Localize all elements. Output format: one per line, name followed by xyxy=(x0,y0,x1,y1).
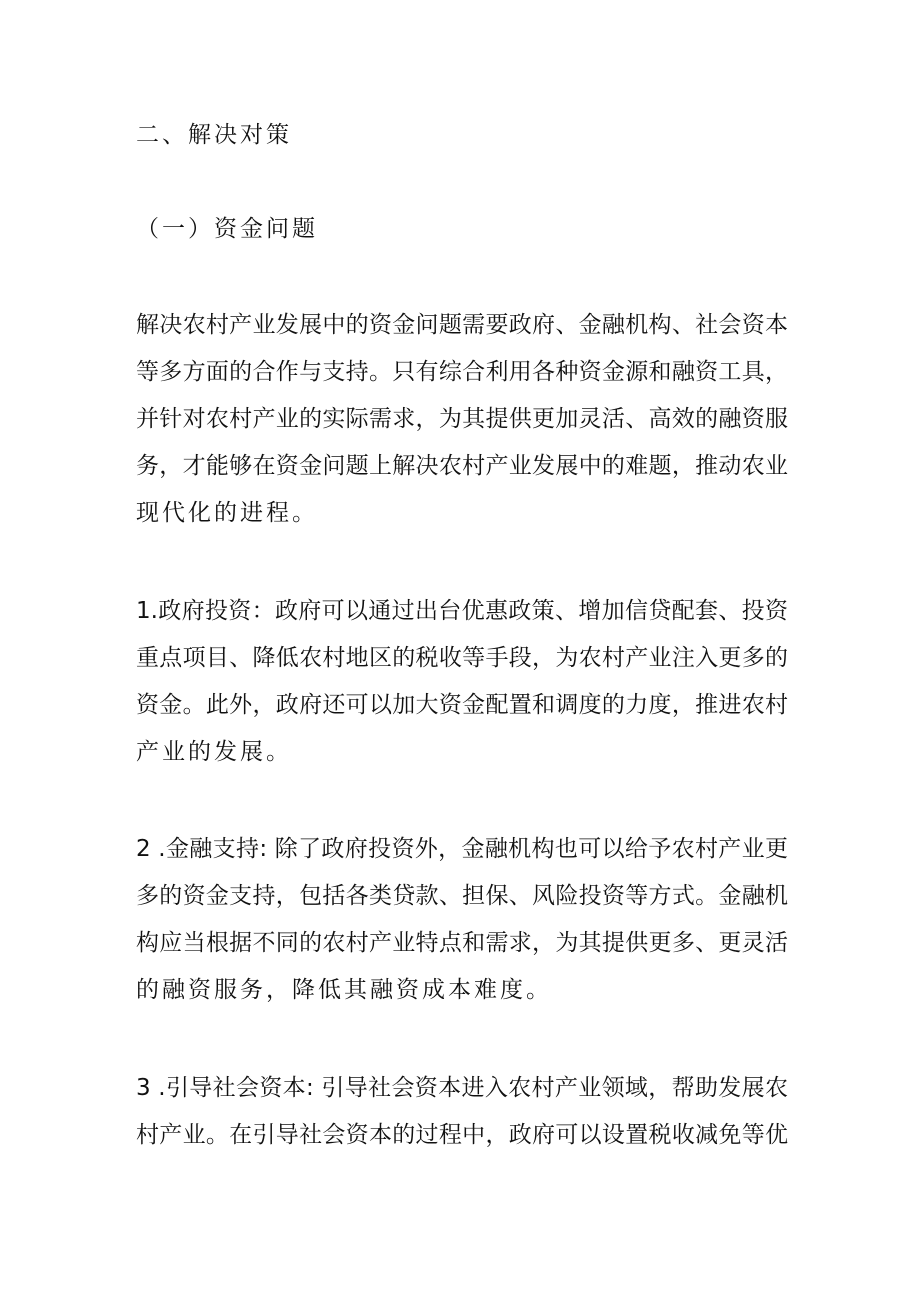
paragraph-line: 务，才能够在资金问题上解决农村产业发展中的难题，推动农业 xyxy=(136,453,788,479)
paragraph-line: 资金。此外，政府还可以加大资金配置和调度的力度，推进农村 xyxy=(136,692,788,718)
paragraph-line: 构应当根据不同的农村产业特点和需求，为其提供更多、更灵活 xyxy=(136,930,788,956)
paragraph-line: 解决农村产业发展中的资金问题需要政府、金融机构、社会资本 xyxy=(136,312,788,338)
paragraph-financial-support xyxy=(136,826,788,1014)
paragraph-line: 产业的发展。 xyxy=(136,739,292,765)
paragraph-line: 村产业。在引导社会资本的过程中，政府可以设置税收减免等优 xyxy=(136,1122,788,1148)
paragraph-line: 3 .引导社会资本: 引导社会资本进入农村产业领域，帮助发展农 xyxy=(136,1075,788,1101)
paragraph-line: 现代化的进程。 xyxy=(136,500,318,526)
paragraph-government-investment xyxy=(136,588,788,776)
paragraph-intro xyxy=(136,302,788,537)
paragraph-line: 1.政府投资：政府可以通过出台优惠政策、增加信贷配套、投资 xyxy=(136,598,788,624)
paragraph-line: 多的资金支持，包括各类贷款、担保、风险投资等方式。金融机 xyxy=(136,883,788,909)
paragraph-line: 2 .金融支持: 除了政府投资外，金融机构也可以给予农村产业更 xyxy=(136,836,788,862)
section-title: 二、解决对策 xyxy=(136,122,292,148)
paragraph-line: 并针对农村产业的实际需求，为其提供更加灵活、高效的融资服 xyxy=(136,406,788,432)
paragraph-social-capital xyxy=(136,1065,788,1159)
subsection-title: （一）资金问题 xyxy=(136,216,318,242)
paragraph-line: 的融资服务，降低其融资成本难度。 xyxy=(136,977,552,1003)
paragraph-line: 等多方面的合作与支持。只有综合利用各种资金源和融资工具， xyxy=(136,359,788,385)
paragraph-line: 重点项目、降低农村地区的税收等手段，为农村产业注入更多的 xyxy=(136,645,788,671)
